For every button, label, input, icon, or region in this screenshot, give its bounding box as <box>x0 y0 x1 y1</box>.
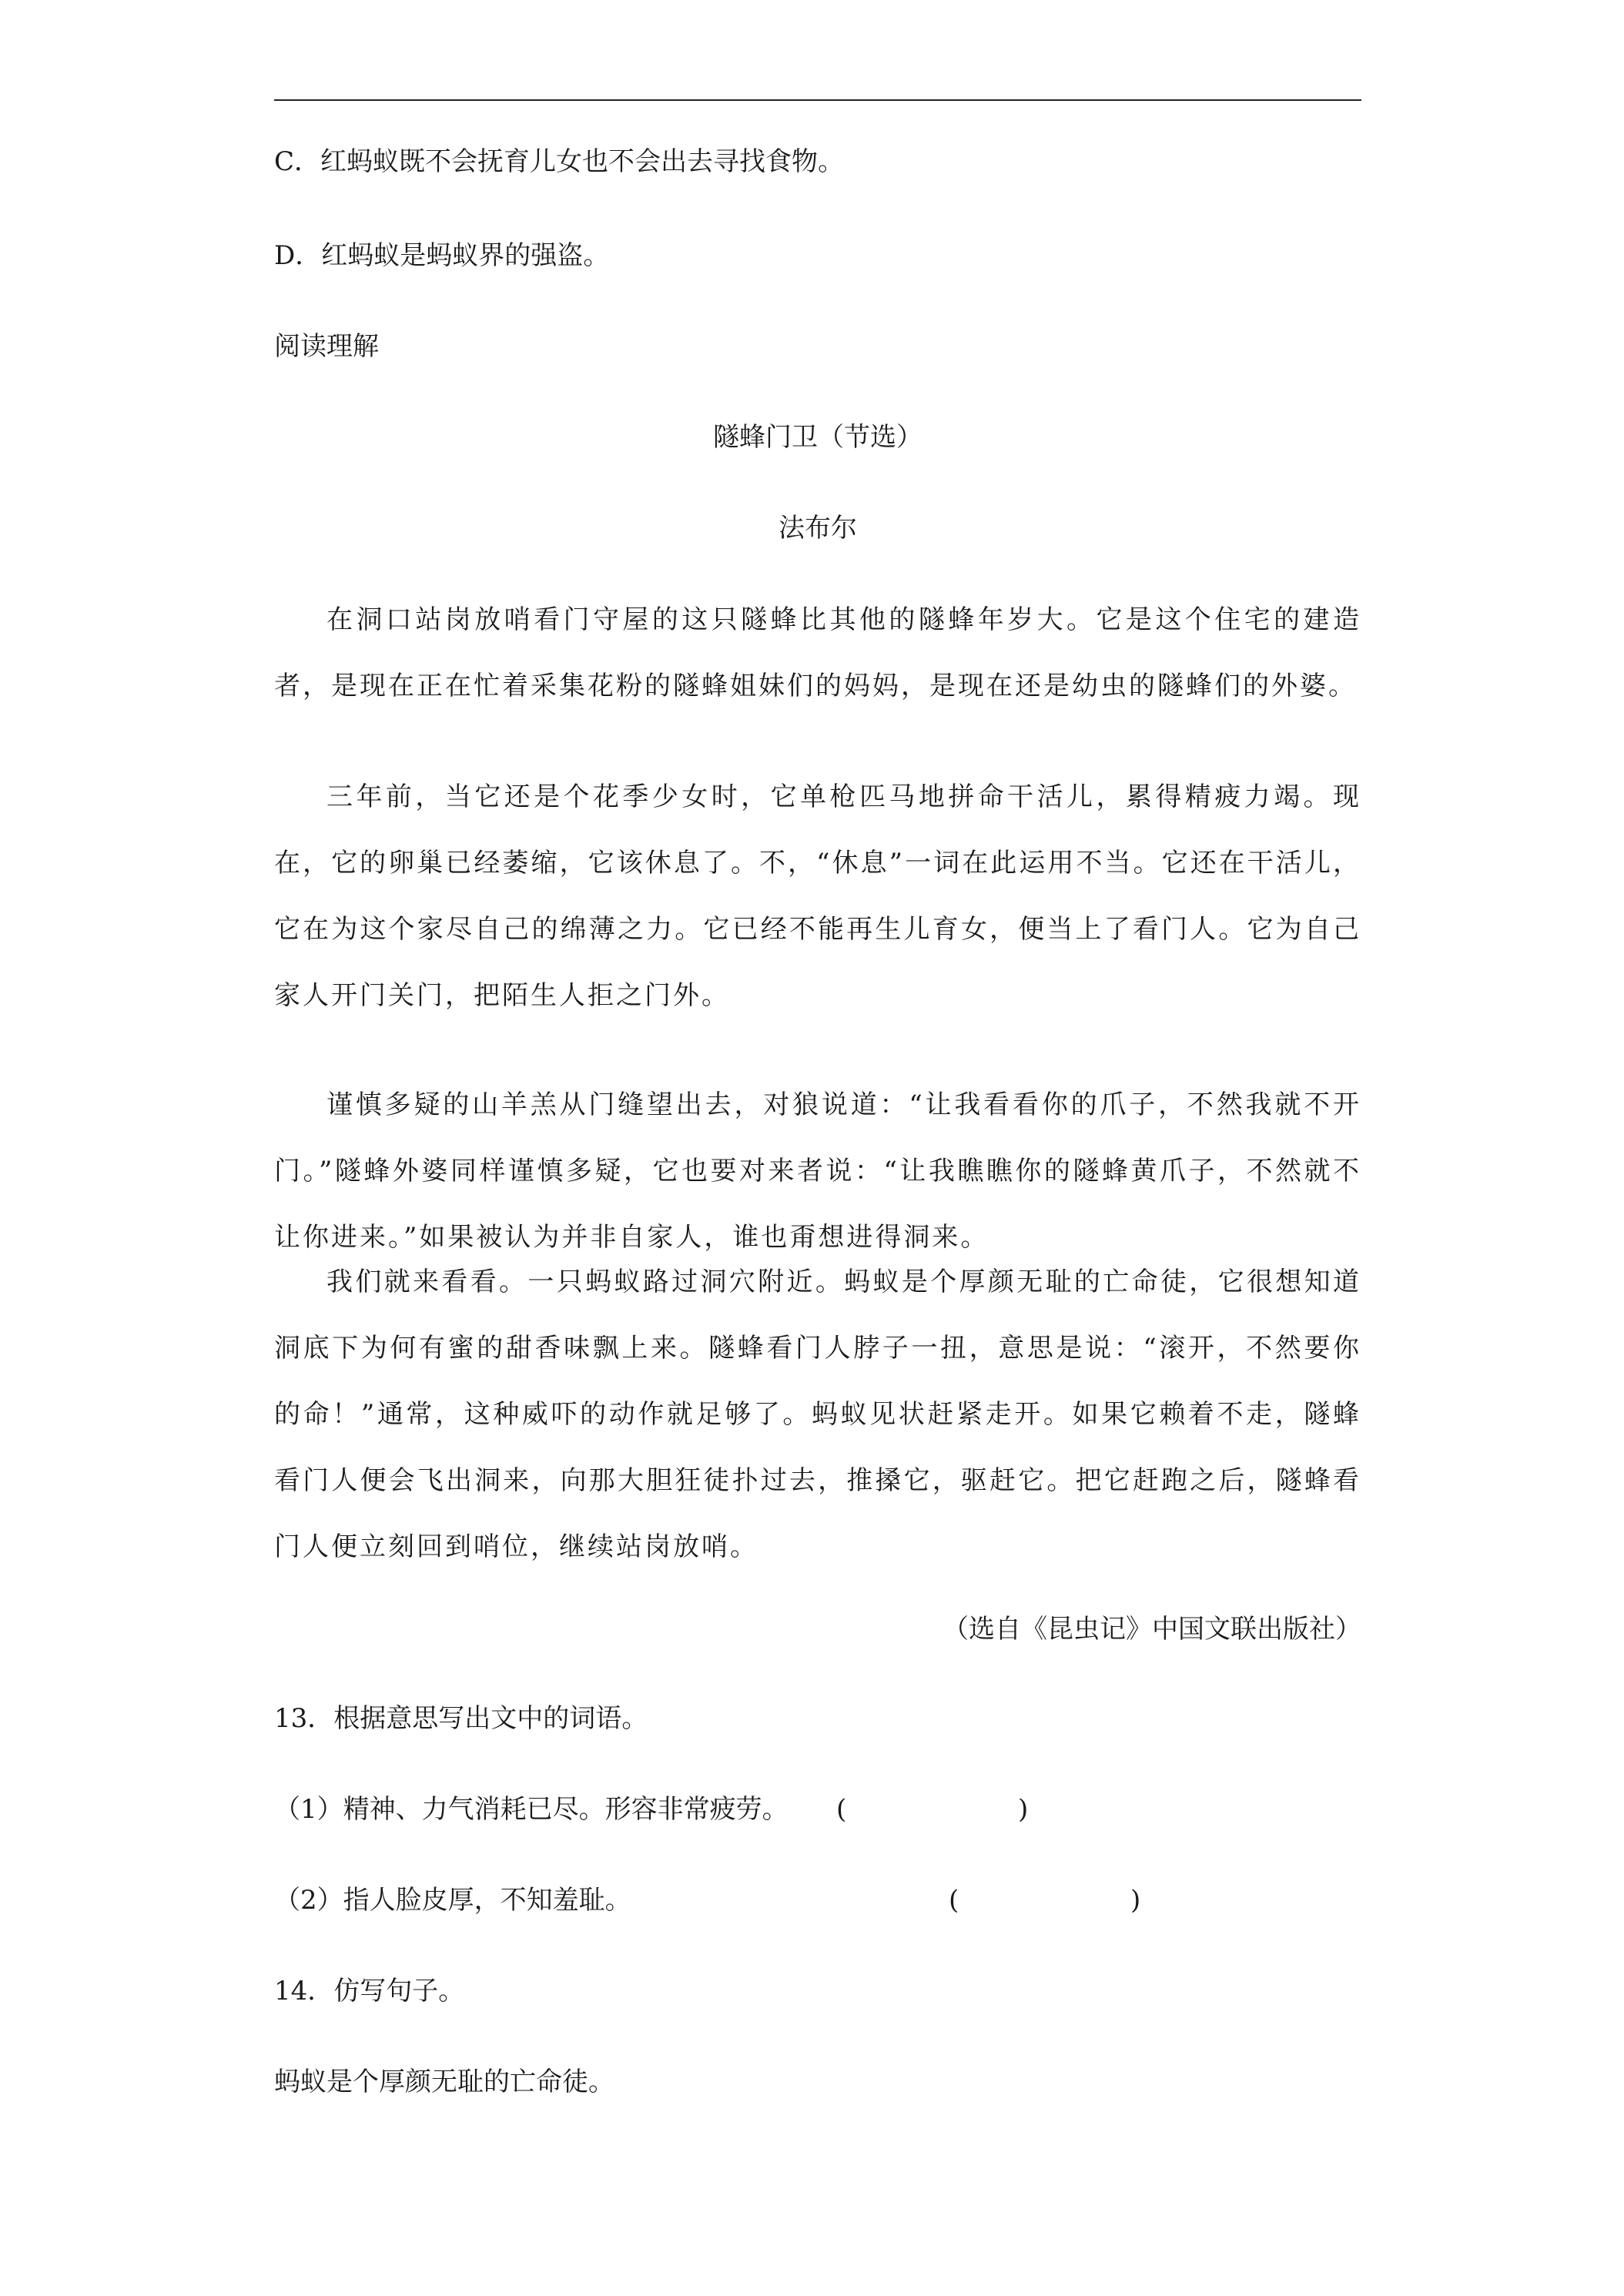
article-paragraph-4: 我们就来看看。一只蚂蚁路过洞穴附近。蚂蚁是个厚颜无耻的亡命徒，它很想知道洞底下为何有蜜的甜香味飘上来。隧蜂看门人脖子一扭，意思是说：“滚开，不然要你的命！”通常，这种威吓的动作就足够了。蚂蚁见状赶紧走开。如果它赖着不走，隧蜂看门人便会飞出洞来，向那大胆狂徒扑过去，推搡它，驱赶它。把它赶跑之后，隧蜂看门人便立刻回到哨位，继续站岗放哨。 <box>274 1267 1361 1562</box>
article-paragraph-1: 在洞口站岗放哨看门守屋的这只隧蜂比其他的隧蜂年岁大。它是这个住宅的建造者，是现在正在忙着采集花粉的隧蜂姐妹们的妈妈，是现在还是幼虫的隧蜂们的外婆。 <box>274 604 1361 701</box>
option-c: C．红蚂蚁既不会抚育儿女也不会出去寻找食物。 <box>274 146 845 177</box>
q13-item-1-close-paren: ) <box>1018 1794 1029 1825</box>
section-heading: 阅读理解 <box>274 331 379 362</box>
top-rule <box>274 99 1361 101</box>
q13-item-1-open-paren: ( <box>836 1794 847 1825</box>
option-d: D．红蚂蚁是蚂蚁界的强盗。 <box>274 240 610 271</box>
q13-item-2-close-paren: ) <box>1130 1885 1141 1916</box>
question-14-stem: 14．仿写句子。 <box>274 1976 465 2006</box>
article-title: 隧蜂门卫（节选） <box>713 422 922 453</box>
article-paragraph-2: 三年前，当它还是个花季少女时，它单枪匹马地拼命干活儿，累得精疲力竭。现在，它的卵巢已经萎缩，它该休息了。不，“休息”一词在此运用不当。它还在干活儿，它在为这个家尽自己的绵薄之力。它已经不能再生儿育女，便当上了看门人。它为自己家人开门关门，把陌生人拒之门外。 <box>274 782 1361 1011</box>
q13-item-2-open-paren: ( <box>949 1885 959 1916</box>
article-source: （选自《昆虫记》中国文联出版社） <box>943 1614 1361 1645</box>
question-13-stem: 13．根据意思写出文中的词语。 <box>274 1703 648 1734</box>
article-paragraph-3: 谨慎多疑的山羊羔从门缝望出去，对狼说道：“让我看看你的爪子，不然我就不开门。”隧蜂外婆同样谨慎多疑，它也要对来者说：“让我瞧瞧你的隧蜂黄爪子，不然就不让你进来。”如果被认为并非自家人，谁也甭想进得洞来。 <box>274 1089 1361 1253</box>
article-author: 法布尔 <box>779 513 857 544</box>
question-14-sample: 蚂蚁是个厚颜无耻的亡命徒。 <box>274 2067 614 2097</box>
question-13-item-1: （1）精神、力气消耗已尽。形容非常疲劳。 <box>274 1794 789 1825</box>
question-13-item-2: （2）指人脸皮厚，不知羞耻。 <box>274 1885 631 1916</box>
